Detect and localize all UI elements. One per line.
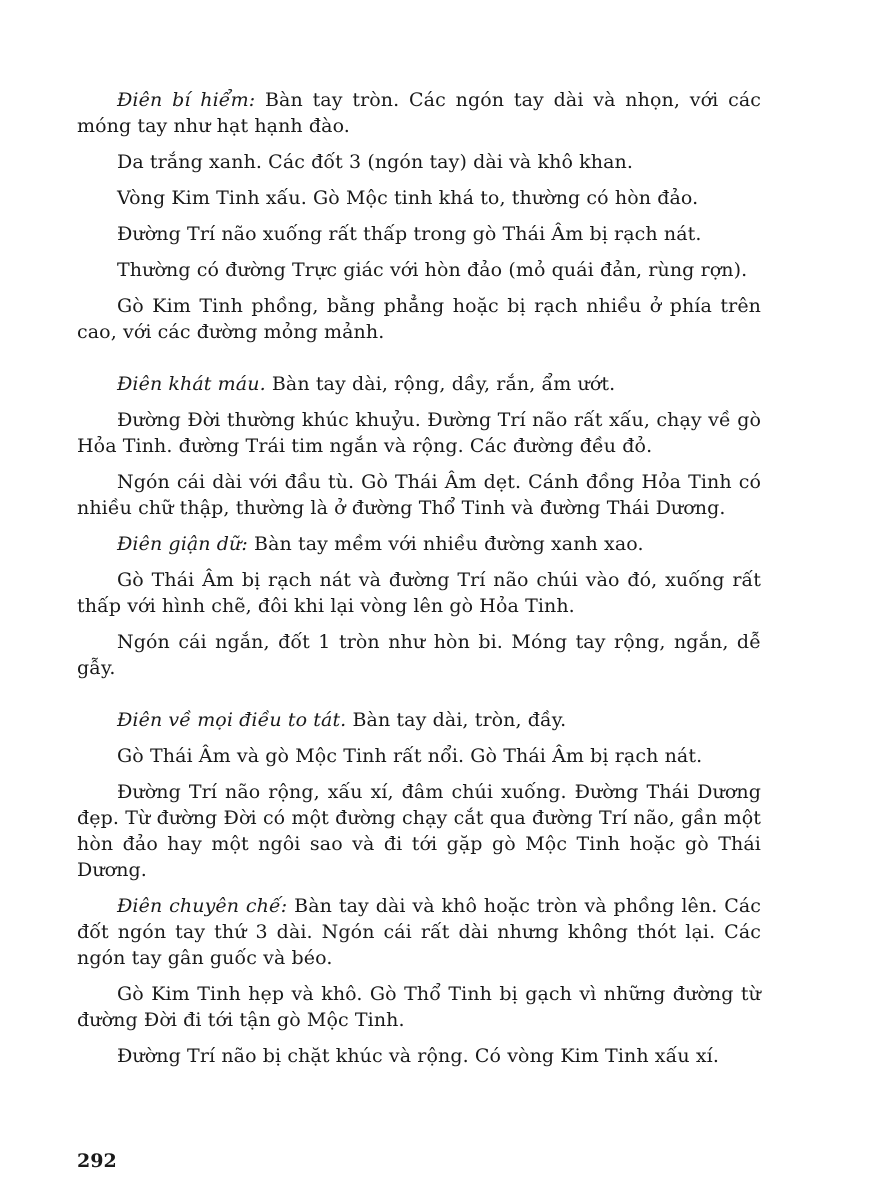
paragraph (77, 149, 761, 175)
paragraph-lead: Điên về mọi điều to tát. (117, 709, 347, 731)
paragraph-text: Bàn tay mềm với nhiều đường xanh xao. (247, 533, 644, 555)
paragraph (77, 1043, 761, 1069)
paragraph-text: Đường Trí não bị chặt khúc và rộng. Có vòng Kim Tinh xấu xí. (117, 1045, 719, 1067)
paragraph-text: Đường Đời thường khúc khuỷu. Đường Trí não rất xấu, chạy về gò Hỏa Tinh. đường Trái tim ngắn và rộng. Các đường đều đỏ. (77, 409, 761, 457)
paragraph-text: Gò Kim Tinh phồng, bằng phẳng hoặc bị rạch nhiều ở phía trên cao, với các đường mỏng mảnh. (77, 295, 761, 343)
paragraph (77, 743, 761, 769)
paragraph (77, 531, 761, 557)
paragraph (77, 893, 761, 971)
body-text (77, 87, 761, 1079)
paragraph (77, 567, 761, 619)
paragraph-text: Đường Trí não rộng, xấu xí, đâm chúi xuống. Đường Thái Dương đẹp. Từ đường Đời có một đường chạy cắt qua đường Trí não, gần một hòn đảo hay một ngôi sao và đi tới gặp gò Mộc Tinh hoặc gò Thái Dương. (77, 781, 761, 881)
paragraph (77, 707, 761, 733)
paragraph (77, 469, 761, 521)
page-number: 292 (77, 1150, 117, 1172)
paragraph-lead: Điên giận dữ: (117, 533, 248, 555)
paragraph-text: Vòng Kim Tinh xấu. Gò Mộc tinh khá to, thường có hòn đảo. (117, 187, 699, 209)
paragraph (77, 221, 761, 247)
paragraph-text: Gò Thái Âm bị rạch nát và đường Trí não chúi vào đó, xuống rất thấp với hình chẽ, đôi khi lại vòng lên gò Hỏa Tinh. (77, 569, 761, 617)
paragraph-text: Đường Trí não xuống rất thấp trong gò Thái Âm bị rạch nát. (117, 223, 702, 245)
paragraph-text: Gò Kim Tinh hẹp và khô. Gò Thổ Tinh bị gạch vì những đường từ đường Đời đi tới tận gò Mộc Tinh. (77, 983, 761, 1031)
paragraph-text: Bàn tay dài, rộng, dầy, rắn, ẩm ướt. (265, 373, 616, 395)
paragraph (77, 981, 761, 1033)
paragraph (77, 371, 761, 397)
paragraph-text: Ngón cái dài với đầu tù. Gò Thái Âm dẹt. Cánh đồng Hỏa Tinh có nhiều chữ thập, thường là ở đường Thổ Tinh và đường Thái Dương. (77, 471, 761, 519)
paragraph-lead: Điên chuyên chế: (117, 895, 288, 917)
paragraph-text: Bàn tay dài, tròn, đầy. (346, 709, 567, 731)
paragraph (77, 257, 761, 283)
paragraph (77, 87, 761, 139)
paragraph-text: Thường có đường Trực giác với hòn đảo (mỏ quái đản, rùng rợn). (117, 259, 748, 281)
paragraph (77, 407, 761, 459)
paragraph-lead: Điên bí hiểm: (117, 89, 256, 111)
paragraph (77, 779, 761, 883)
paragraph-text: Bàn tay tròn. Các ngón tay dài và nhọn, với các móng tay như hạt hạnh đào. (77, 89, 761, 137)
paragraph-text: Da trắng xanh. Các đốt 3 (ngón tay) dài và khô khan. (117, 151, 633, 173)
paragraph-text: Bàn tay dài và khô hoặc tròn và phồng lên. Các đốt ngón tay thứ 3 dài. Ngón cái rất dài nhưng không thót lại. Các ngón tay gân guốc và béo. (77, 895, 761, 969)
paragraph-lead: Điên khát máu. (117, 373, 266, 395)
paragraph-text: Gò Thái Âm và gò Mộc Tinh rất nổi. Gò Thái Âm bị rạch nát. (117, 745, 703, 767)
paragraph-text: Ngón cái ngắn, đốt 1 tròn như hòn bi. Móng tay rộng, ngắn, dễ gẫy. (77, 631, 761, 679)
paragraph (77, 629, 761, 681)
paragraph (77, 185, 761, 211)
paragraph (77, 293, 761, 345)
